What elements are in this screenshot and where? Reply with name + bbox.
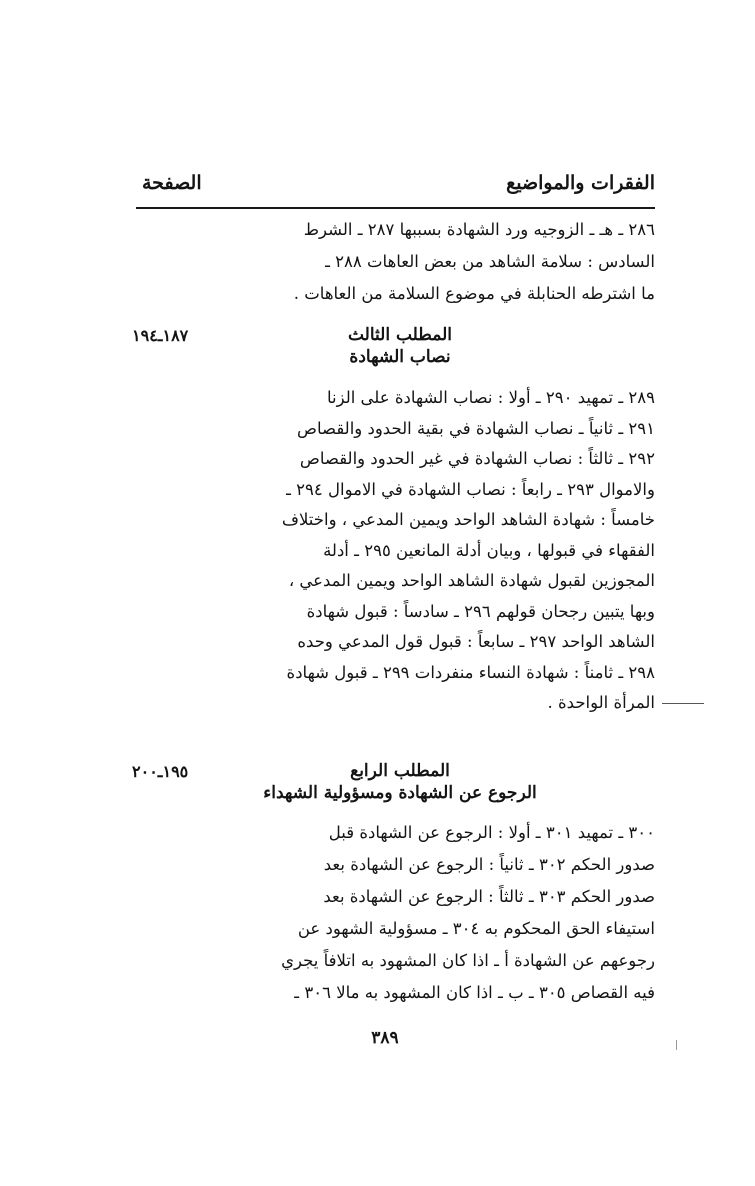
- margin-mark: [662, 703, 704, 704]
- section-page-range: ١٩٥ـ٢٠٠: [132, 762, 189, 781]
- entries-block-3: [235, 817, 655, 1009]
- section-title: المطلب الرابع: [350, 761, 450, 781]
- entry-line: رجوعهم عن الشهادة أ ـ اذا كان المشهود به اتلافاً يجري: [281, 951, 655, 970]
- header-divider: [136, 207, 655, 209]
- page-number: ٣٨٩: [371, 1028, 399, 1048]
- entry-line: خامساً : شهادة الشاهد الواحد ويمين المدعي ، واختلاف: [281, 510, 655, 529]
- entry-line: ٢٨٦ ـ هـ ـ الزوجيه ورد الشهادة بسببها ٢٨٧ ـ الشرط: [303, 220, 655, 239]
- entry-line: صدور الحكم ٣٠٣ ـ ثالثاً : الرجوع عن الشهادة بعد: [323, 887, 655, 906]
- entries-block-1: [235, 214, 655, 310]
- section-subtitle: الرجوع عن الشهادة ومسؤولية الشهداء: [263, 783, 537, 803]
- section-heading-4: [240, 760, 560, 804]
- entry-line: ٢٩١ ـ ثانياً ـ نصاب الشهادة في بقية الحدود والقصاص: [297, 418, 655, 438]
- entry-line: ما اشترطه الحنابلة في موضوع السلامة من العاهات .: [293, 284, 655, 303]
- entry-line: فيه القصاص ٣٠٥ ـ ب ـ اذا كان المشهود به مالا ٣٠٦ ـ: [294, 983, 655, 1002]
- entry-line: المجوزين لقبول شهادة الشاهد الواحد ويمين المدعي ،: [288, 571, 655, 590]
- section-page-range: ١٨٧ـ١٩٤: [132, 326, 189, 345]
- entry-line: ٢٨٩ ـ تمهيد ٢٩٠ ـ أولا : نصاب الشهادة على الزنا: [326, 388, 655, 407]
- entry-line: وبها يتبين رجحان قولهم ٢٩٦ ـ سادساً : قبول شهادة: [306, 601, 655, 621]
- entry-line: السادس : سلامة الشاهد من بعض العاهات ٢٨٨ ـ: [325, 252, 655, 271]
- entry-line: والاموال ٢٩٣ ـ رابعاً : نصاب الشهادة في الاموال ٢٩٤ ـ: [286, 479, 655, 499]
- entry-line: ٣٠٠ ـ تمهيد ٣٠١ ـ أولا : الرجوع عن الشهادة قبل: [328, 823, 655, 842]
- section-subtitle: نصاب الشهادة: [349, 347, 451, 367]
- entries-block-2: [235, 383, 655, 719]
- section-title: المطلب الثالث: [347, 325, 452, 345]
- page-edge-mark: [672, 1040, 677, 1050]
- entry-line: الفقهاء في قبولها ، وبيان أدلة المانعين ٢٩٥ ـ أدلة: [323, 540, 655, 560]
- entry-line: ٢٩٢ ـ ثالثاً : نصاب الشهادة في غير الحدود والقصاص: [299, 449, 655, 468]
- section-heading-3: [240, 324, 560, 368]
- entry-line: صدور الحكم ٣٠٢ ـ ثانياً : الرجوع عن الشهادة بعد: [323, 855, 655, 874]
- entry-line: الشاهد الواحد ٢٩٧ ـ سابعاً : قبول قول المدعي وحده: [297, 632, 655, 651]
- header-page-column-label: الصفحة: [142, 172, 202, 194]
- entry-line: استيفاء الحق المحكوم به ٣٠٤ ـ مسؤولية الشهود عن: [297, 919, 655, 938]
- entry-line: المرأة الواحدة .: [547, 693, 655, 712]
- entry-line: ٢٩٨ ـ ثامناً : شهادة النساء منفردات ٢٩٩ ـ قبول شهادة: [286, 662, 655, 682]
- header-title: الفقرات والمواضيع: [506, 172, 655, 194]
